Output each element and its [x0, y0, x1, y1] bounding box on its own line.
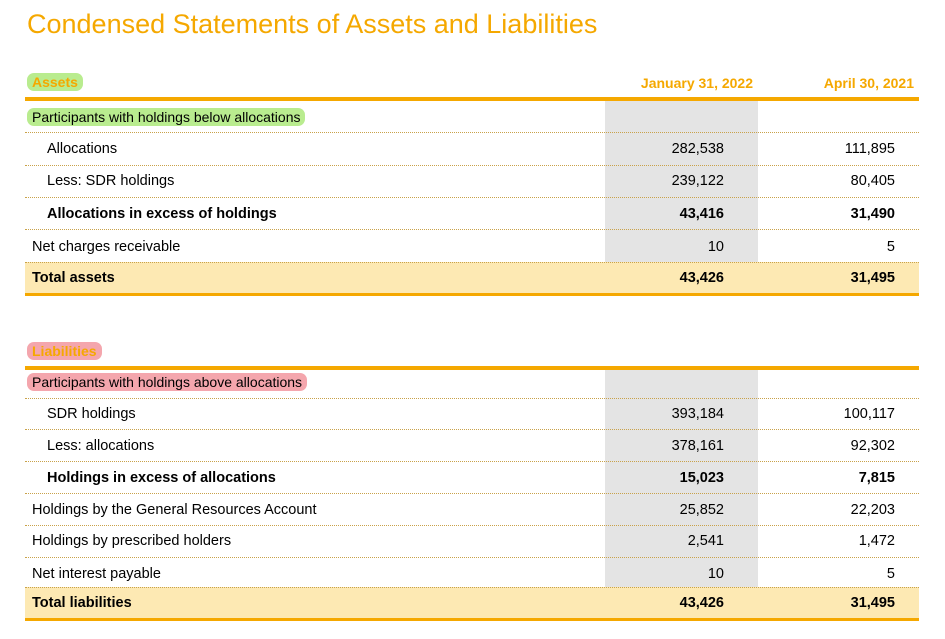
- row-label: Holdings by prescribed holders: [32, 533, 232, 549]
- table-row: [25, 533, 919, 555]
- row-label: Allocations in excess of holdings: [47, 206, 277, 222]
- value-jan-2022: 15,023: [679, 470, 724, 486]
- table-row: [25, 566, 919, 588]
- value-jan-2022: 43,426: [679, 270, 724, 286]
- divider: [25, 557, 919, 558]
- divider: [25, 461, 919, 462]
- value-jan-2022: 393,184: [671, 406, 724, 422]
- value-apr-2021: 31,495: [850, 595, 895, 611]
- divider: [25, 165, 919, 166]
- value-jan-2022: 43,426: [679, 595, 724, 611]
- row-label: Net charges receivable: [32, 239, 181, 255]
- value-jan-2022: 25,852: [679, 502, 724, 518]
- value-apr-2021: 1,472: [858, 533, 895, 549]
- divider: [25, 493, 919, 494]
- column-header-apr-2021: April 30, 2021: [823, 75, 914, 91]
- divider: [25, 229, 919, 230]
- value-jan-2022: 10: [707, 566, 724, 582]
- assets-header-rule: [25, 97, 919, 101]
- table-row: [25, 206, 919, 228]
- table-row: [25, 173, 919, 195]
- liabilities-group-label: Participants with holdings above allocations: [27, 373, 307, 391]
- row-label: Allocations: [47, 141, 118, 157]
- divider: [25, 262, 919, 263]
- value-jan-2022: 2,541: [687, 533, 724, 549]
- value-apr-2021: 92,302: [850, 438, 895, 454]
- row-label: Less: allocations: [47, 438, 155, 454]
- value-apr-2021: 7,815: [858, 470, 895, 486]
- table-row: [25, 502, 919, 524]
- row-label: Less: SDR holdings: [47, 173, 175, 189]
- row-label: Total liabilities: [32, 595, 132, 611]
- page-title: Condensed Statements of Assets and Liabilities: [27, 9, 598, 39]
- divider: [25, 197, 919, 198]
- divider: [25, 398, 919, 399]
- value-jan-2022: 43,416: [679, 206, 724, 222]
- value-apr-2021: 31,495: [850, 270, 895, 286]
- value-apr-2021: 22,203: [850, 502, 895, 518]
- total-assets-row: [25, 270, 919, 292]
- value-jan-2022: 282,538: [671, 141, 724, 157]
- row-label: Holdings by the General Resources Account: [32, 502, 317, 518]
- value-jan-2022: 239,122: [671, 173, 724, 189]
- table-row: [25, 239, 919, 261]
- liabilities-header-rule: [25, 366, 919, 370]
- row-label: Net interest payable: [32, 566, 161, 582]
- value-apr-2021: 5: [886, 566, 895, 582]
- row-label: Total assets: [32, 270, 115, 286]
- total-liabilities-row: [25, 595, 919, 617]
- divider: [25, 429, 919, 430]
- row-label: Holdings in excess of allocations: [47, 470, 276, 486]
- assets-bottom-rule: [25, 293, 919, 296]
- value-jan-2022: 378,161: [671, 438, 724, 454]
- value-apr-2021: 80,405: [850, 173, 895, 189]
- column-header-jan-2022: January 31, 2022: [640, 75, 753, 91]
- table-row: [25, 470, 919, 492]
- row-label: SDR holdings: [47, 406, 136, 422]
- divider: [25, 525, 919, 526]
- divider: [25, 132, 919, 133]
- assets-group-label: Participants with holdings below allocations: [27, 108, 305, 126]
- table-row: [25, 141, 919, 163]
- value-apr-2021: 100,117: [843, 406, 895, 422]
- table-row: [25, 406, 919, 428]
- liabilities-bottom-rule: [25, 618, 919, 621]
- liabilities-section-label: Liabilities: [27, 342, 102, 360]
- table-row: [25, 438, 919, 460]
- divider: [25, 587, 919, 588]
- value-apr-2021: 111,895: [844, 141, 895, 157]
- value-apr-2021: 5: [886, 239, 895, 255]
- value-jan-2022: 10: [707, 239, 724, 255]
- value-apr-2021: 31,490: [850, 206, 895, 222]
- assets-section-label: Assets: [27, 73, 83, 91]
